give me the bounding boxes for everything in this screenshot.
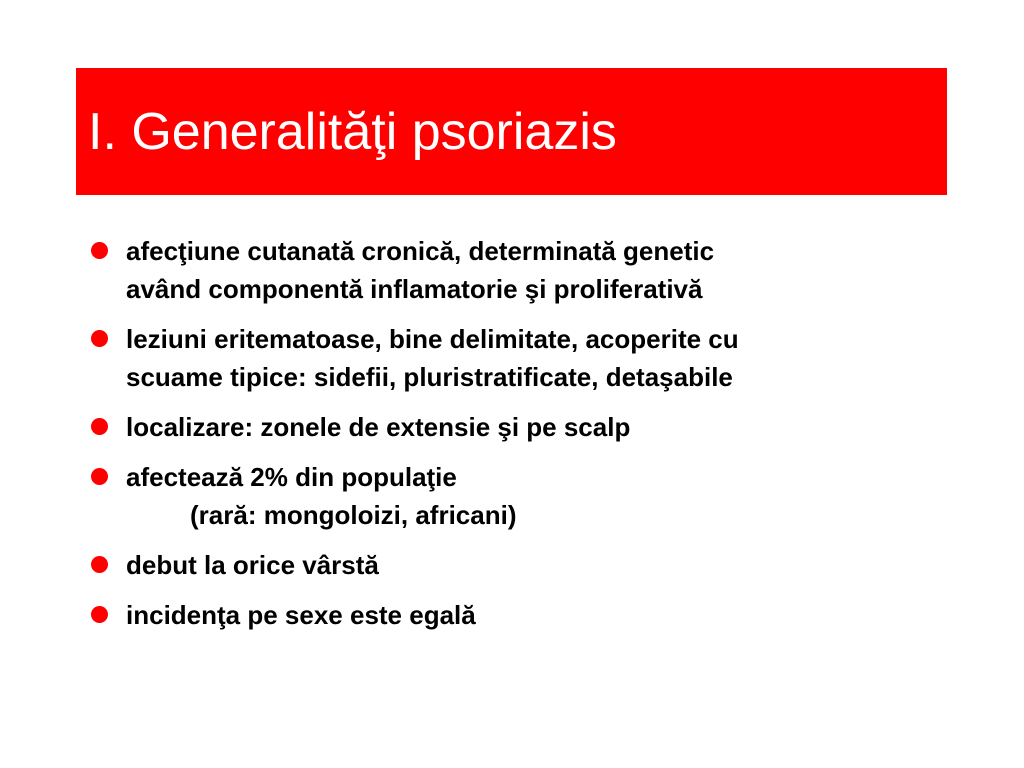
bullet-dot-icon [91,468,108,485]
slide-title: I. Generalităţi psoriazis [88,103,617,161]
bullet-dot-icon [91,330,108,347]
bullet-text-line-indented: (rară: mongoloizi, africani) [190,500,517,530]
bullet-item [88,408,988,446]
bullet-text-line: localizare: zonele de extensie şi pe scalp [126,412,631,442]
bullet-text-line: având componentă inflamatorie şi proliferativă [126,274,703,304]
bullet-text-line: leziuni eritematoase, bine delimitate, acoperite cu [126,324,739,354]
bullet-list [88,232,988,646]
bullet-item [88,320,988,396]
bullet-text-line: debut la orice vârstă [126,550,379,580]
bullet-text-line: scuame tipice: sidefii, pluristratificate, detaşabile [126,362,733,392]
bullet-item [88,596,988,634]
bullet-dot-icon [91,556,108,573]
bullet-dot-icon [91,606,108,623]
bullet-dot-icon [91,418,108,435]
bullet-item [88,232,988,308]
title-banner [76,68,947,195]
bullet-item [88,546,988,584]
bullet-text-line: incidenţa pe sexe este egală [126,600,476,630]
bullet-text-line: afecţiune cutanată cronică, determinată genetic [126,236,715,266]
bullet-item [88,458,988,534]
bullet-text-line: afectează 2% din populaţie [126,462,457,492]
bullet-dot-icon [91,242,108,259]
